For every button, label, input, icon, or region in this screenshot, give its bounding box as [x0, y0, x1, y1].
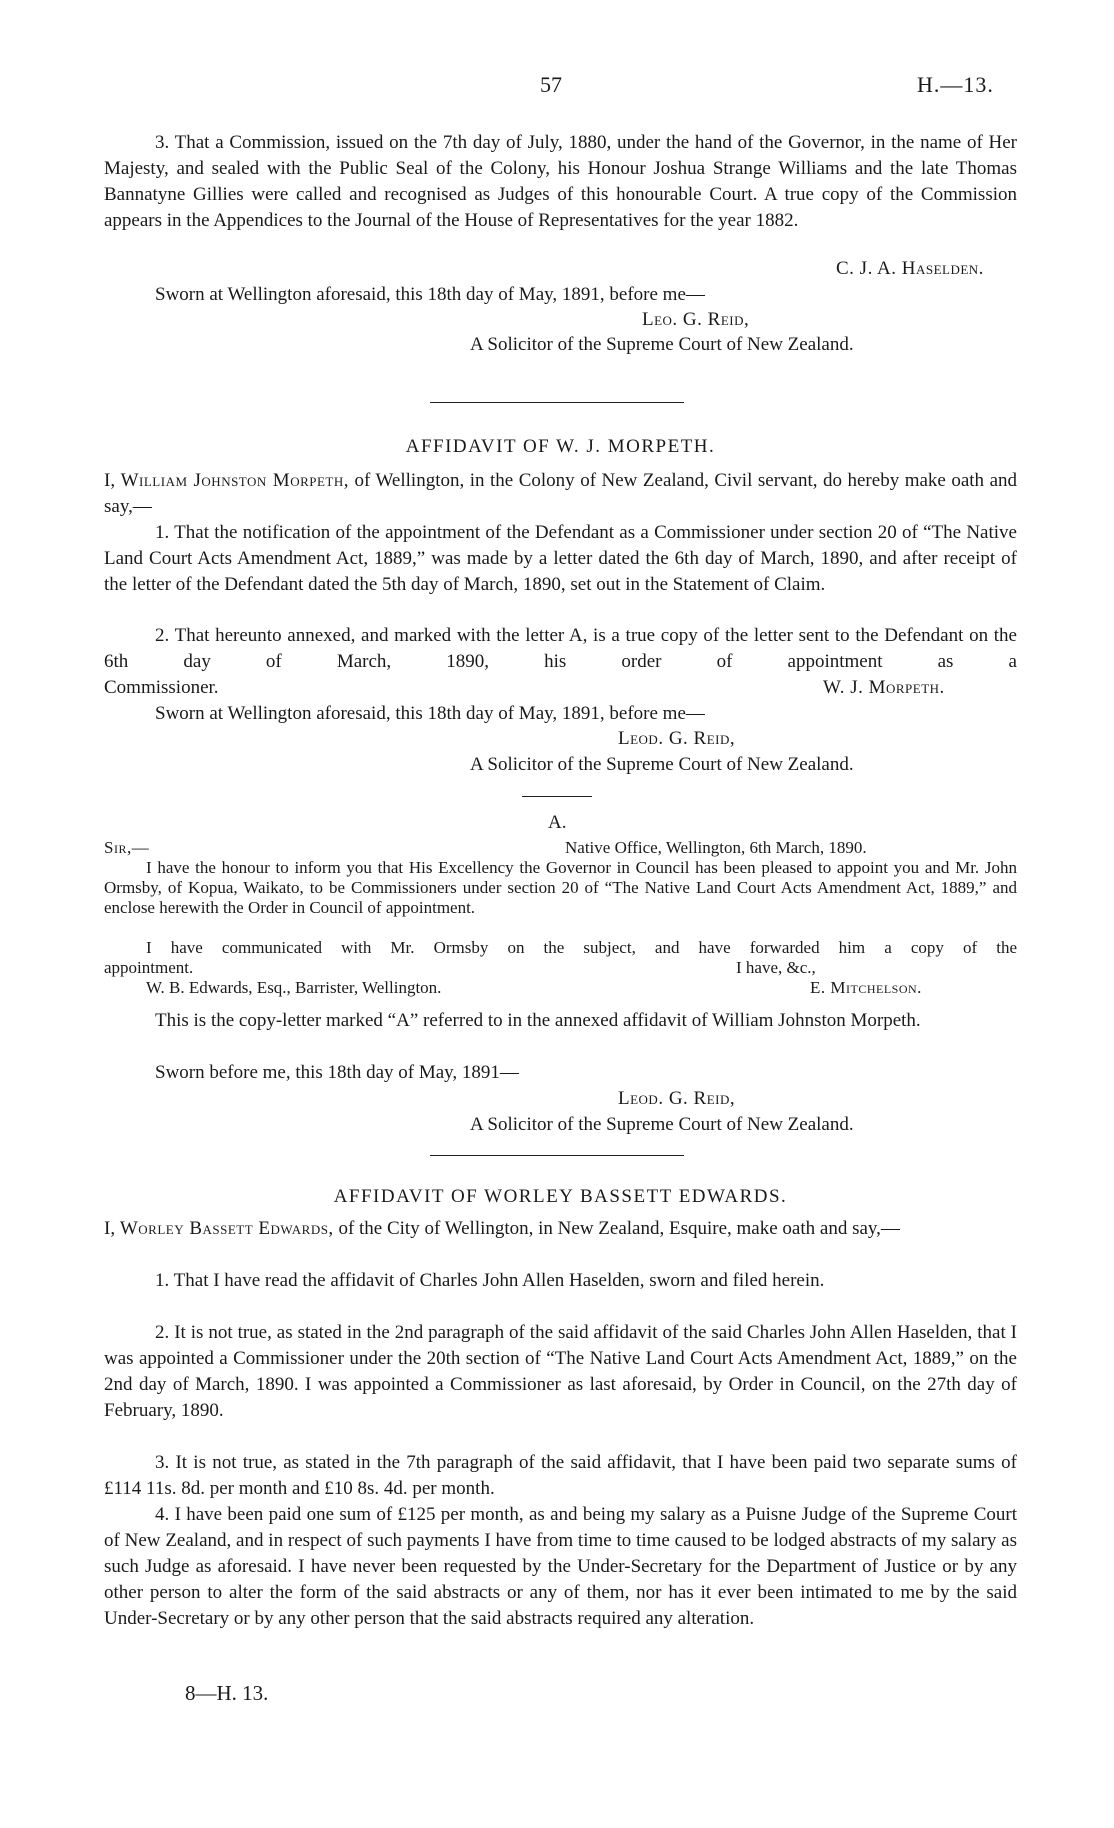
morpeth-intro-name: William Johnston Morpeth,: [120, 470, 350, 491]
morpeth-sworn-line: Sworn at Wellington aforesaid, this 18th day of May, 1891, before me—: [155, 703, 705, 724]
letter-divider: [522, 796, 592, 797]
edwards-intro-rest: of the City of Wellington, in New Zealand, Esquire, make oath and say,—: [333, 1218, 900, 1239]
morpeth-witness-title: A Solicitor of the Supreme Court of New Zealand.: [470, 754, 854, 775]
section-divider-2: [430, 1155, 684, 1156]
edwards-paragraph-1: 1. That I have read the affidavit of Charles John Allen Haselden, sworn and filed herein.: [155, 1270, 825, 1291]
letter-a-sworn-line: Sworn before me, this 18th day of May, 1891—: [155, 1062, 519, 1083]
signature-mark: 8—H. 13.: [185, 1681, 269, 1705]
haselden-witness-title: A Solicitor of the Supreme Court of New Zealand.: [470, 334, 854, 355]
haselden-witness-name: Leo. G. Reid,: [642, 309, 750, 330]
edwards-intro-prefix: I,: [104, 1218, 120, 1239]
letter-dateline: Native Office, Wellington, 6th March, 1890.: [565, 838, 867, 857]
letter-a-note: This is the copy-letter marked “A” referred to in the annexed affidavit of William Johnston Morpeth.: [155, 1010, 921, 1031]
morpeth-affidavit-heading: AFFIDAVIT OF W. J. MORPETH.: [405, 436, 716, 457]
morpeth-signature: W. J. Morpeth.: [823, 677, 945, 698]
letter-body-1: I have the honour to inform you that His Excellency the Governor in Council has been pleased to appoint you and Mr. John Ormsby, of Kopua, Waikato, to be Commissioners under section 20 of “The Native Land Court Acts Amendment Act, 1889,” and enclose herewith the Order in Council of appointment.: [104, 858, 1017, 917]
morpeth-witness-name: Leod. G. Reid,: [618, 728, 736, 749]
edwards-paragraph-3: 3. It is not true, as stated in the 7th paragraph of the said affidavit, that I have been paid two separate sums of £114 11s. 8d. per month and £10 8s. 4d. per month.: [104, 1452, 1017, 1499]
haselden-paragraph-3: 3. That a Commission, issued on the 7th day of July, 1880, under the hand of the Governor, in the name of Her Majesty, and sealed with the Public Seal of the Colony, his Honour Joshua Strange Williams and the late Thomas Bannatyne Gillies were called and recognised as Judges of this honourable Court. A true copy of the Commission appears in the Appendices to the Journal of the House of Representatives for the year 1882.: [104, 132, 1017, 231]
letter-body-2: I have communicated with Mr. Ormsby on the subject, and have forwarded him a copy of the: [146, 938, 1017, 957]
morpeth-intro: [104, 468, 1017, 520]
morpeth-paragraph-2-end: Commissioner.: [104, 677, 219, 698]
morpeth-intro-prefix: I,: [104, 470, 121, 491]
haselden-sworn-line: Sworn at Wellington aforesaid, this 18th day of May, 1891, before me—: [155, 284, 705, 305]
letter-a-witness-name: Leod. G. Reid,: [618, 1088, 736, 1109]
edwards-paragraph-2: 2. It is not true, as stated in the 2nd paragraph of the said affidavit of the said Charles John Allen Haselden, that I was appointed a Commissioner under the 20th section of “The Native Land Court Acts Amendment Act, 1889,” on the 2nd day of March, 1890. I was appointed a Commissioner as last aforesaid, by Order in Council, on the 27th day of February, 1890.: [104, 1322, 1017, 1421]
section-divider: [430, 402, 684, 403]
edwards-affidavit-heading: AFFIDAVIT OF WORLEY BASSETT EDWARDS.: [333, 1186, 788, 1207]
letter-body-2-end: appointment.: [104, 958, 194, 977]
edwards-intro: [104, 1216, 1017, 1242]
letter-a-marker: A.: [548, 812, 567, 833]
letter-closing: I have, &c.,: [736, 958, 816, 977]
letter-signature: E. Mitchelson.: [810, 978, 922, 997]
letter-addressee: W. B. Edwards, Esq., Barrister, Wellington.: [146, 978, 442, 997]
document-reference: H.—13.: [917, 72, 994, 97]
morpeth-paragraph-2: 2. That hereunto annexed, and marked with the letter A, is a true copy of the letter sent to the Defendant on the 6th day of March, 1890, his order of appointment as a: [104, 625, 1017, 672]
letter-a-witness-title: A Solicitor of the Supreme Court of New Zealand.: [470, 1114, 854, 1135]
edwards-paragraph-4: 4. I have been paid one sum of £125 per month, as and being my salary as a Puisne Judge of the Supreme Court of New Zealand, and in respect of such payments I have from time to time caused to be lodged abstracts of my salary as such Judge as aforesaid. I have never been requested by the Under-Secretary for the Department of Justice or by any other person to alter the form of the said abstracts or any of them, nor has it ever been intimated to me by the said Under-Secretary or by any other person that the said abstracts required any alteration.: [104, 1504, 1017, 1629]
morpeth-intro-rest: of Wellington, in the Colony of New Zealand, Civil servant, do hereby make oath and say,—: [104, 470, 1018, 517]
page-number: 57: [540, 72, 562, 97]
morpeth-paragraph-1: 1. That the notification of the appointment of the Defendant as a Commissioner under section 20 of “The Native Land Court Acts Amendment Act, 1889,” was made by a letter dated the 6th day of March, 1890, and after receipt of the letter of the Defendant dated the 5th day of March, 1890, set out in the Statement of Claim.: [104, 522, 1017, 595]
letter-salutation: Sir,—: [104, 838, 150, 857]
edwards-intro-name: Worley Bassett Edwards,: [119, 1218, 334, 1239]
haselden-signature: C. J. A. Haselden.: [836, 258, 984, 279]
